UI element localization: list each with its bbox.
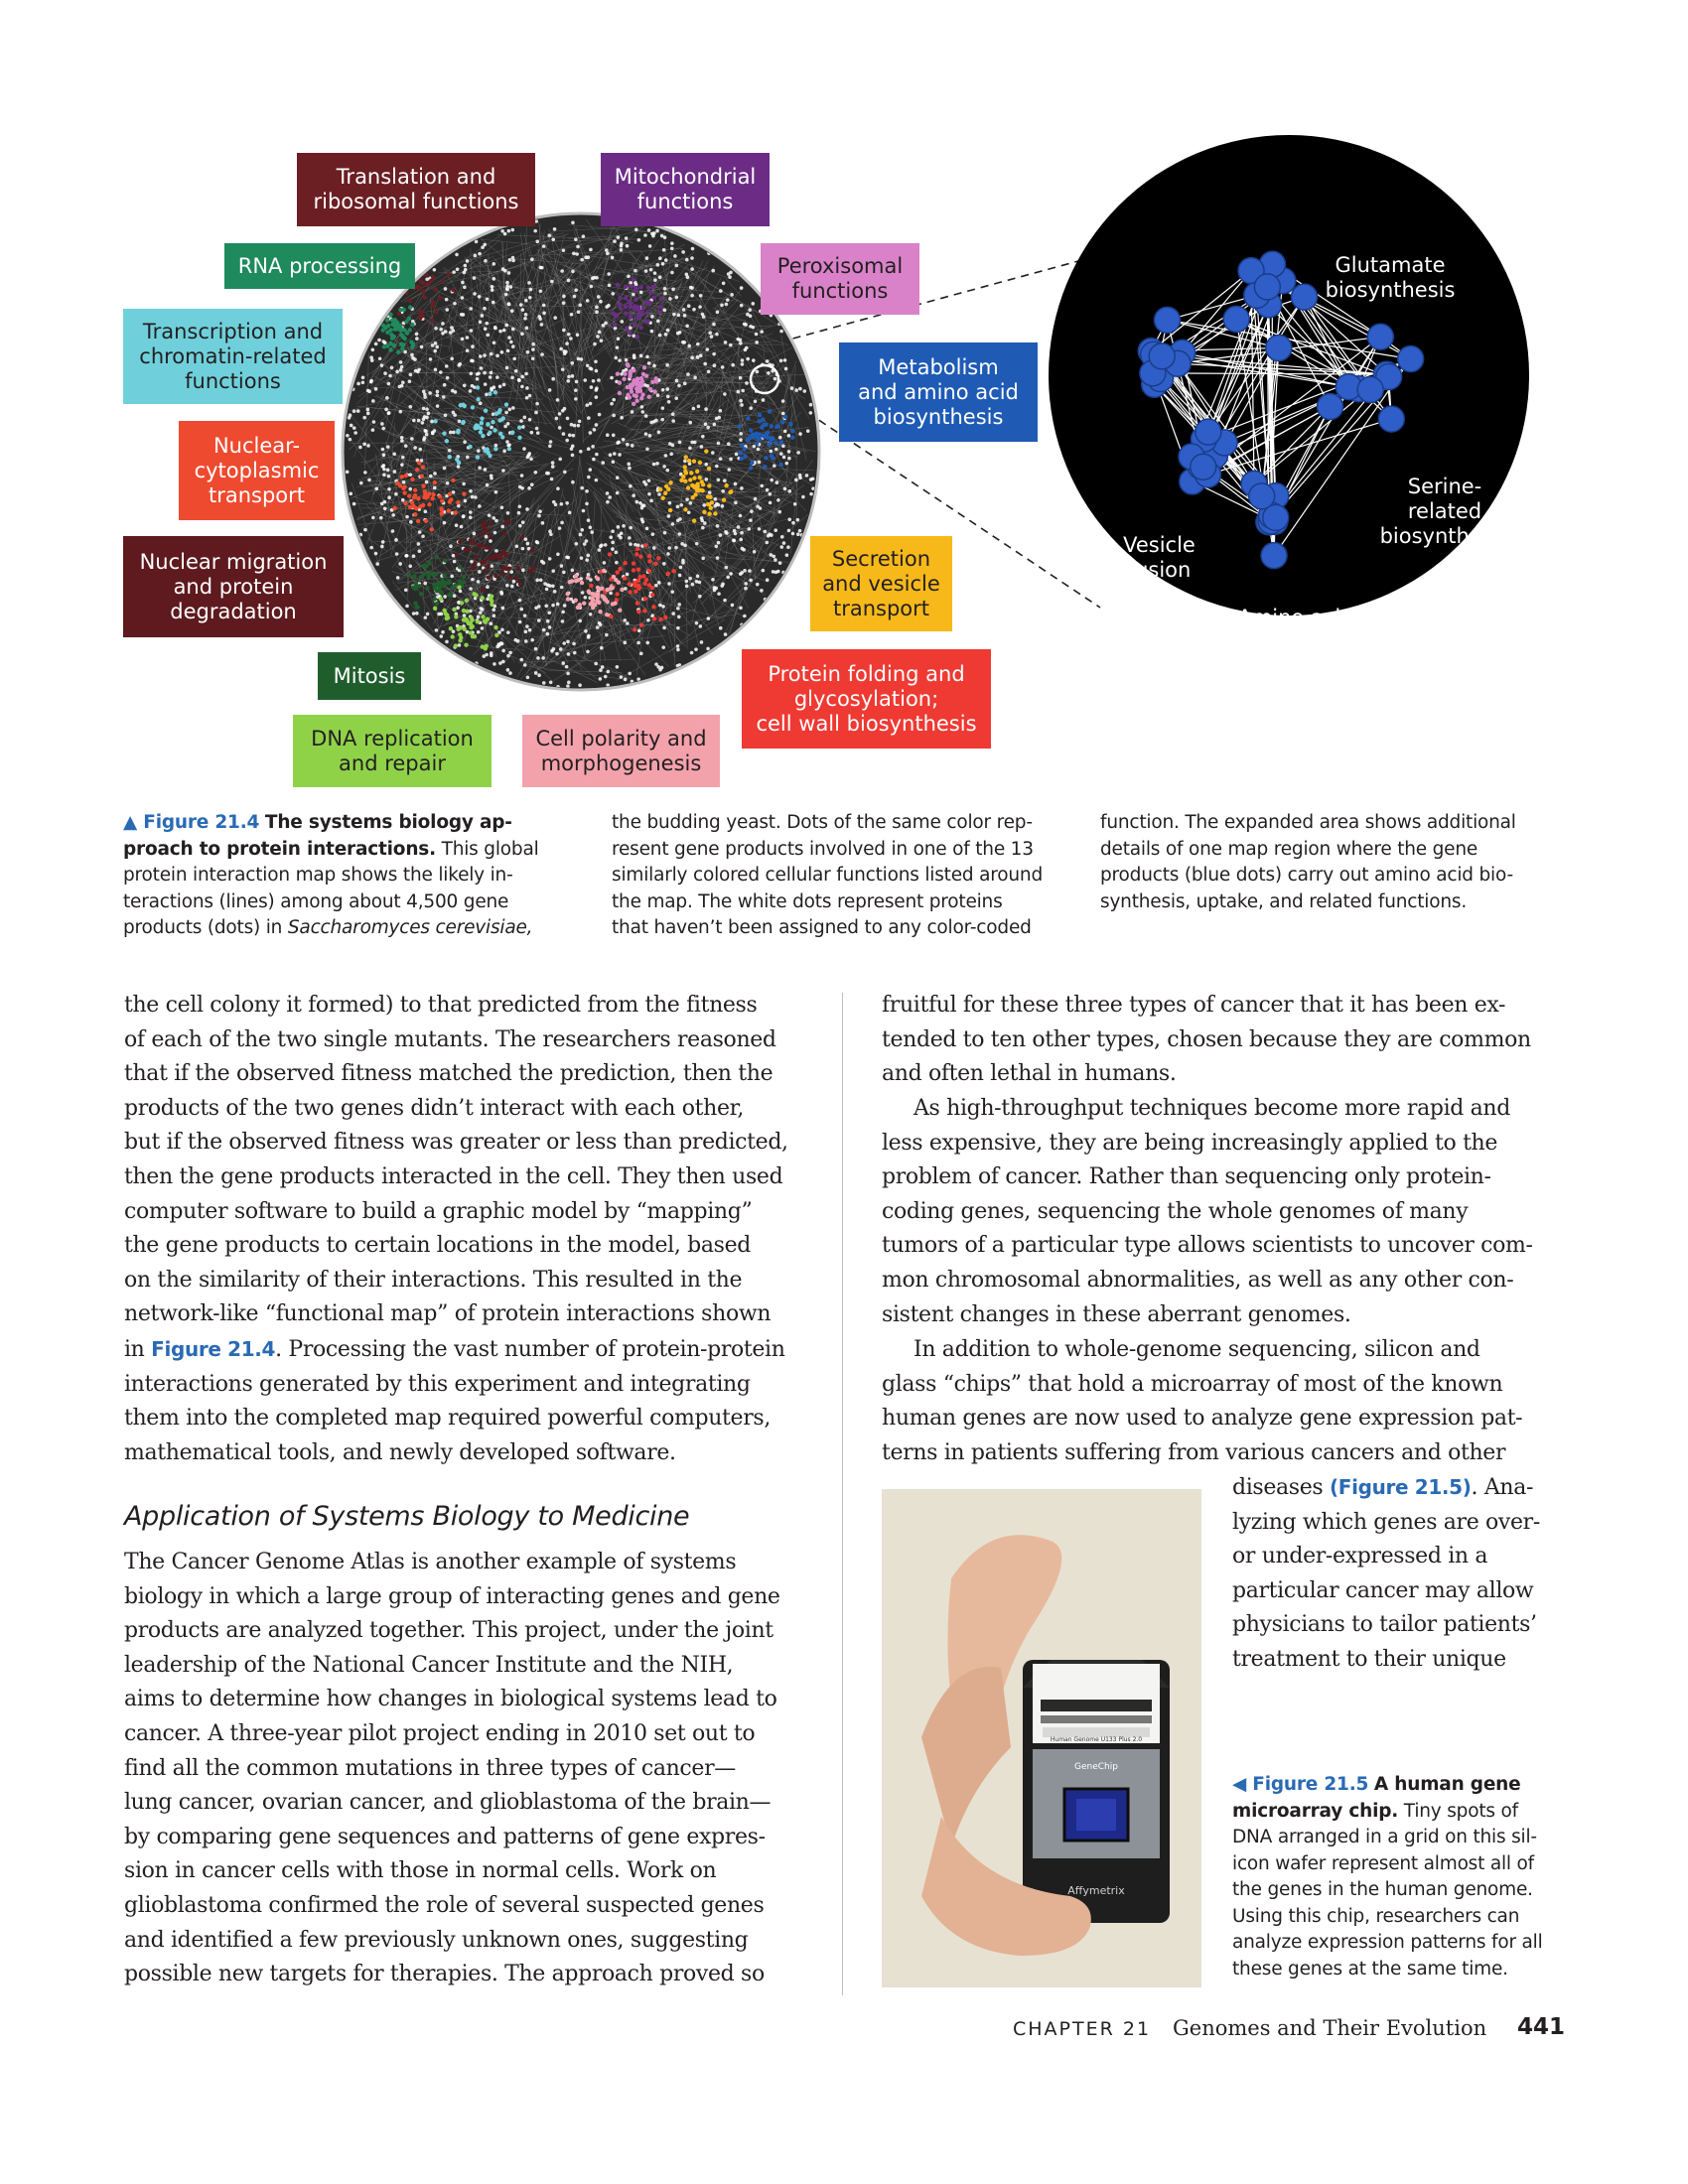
chip-logo-text: GeneChip <box>1074 1762 1118 1772</box>
label-peroxisomal: Peroxisomal functions <box>761 243 919 315</box>
figure-21-4-caption-text: This global protein interaction map shows the likely in- teractions (lines) among about 4,500 gene products (dots) in <box>123 838 539 938</box>
label-nuclear-migration: Nuclear migration and protein degradation <box>123 536 344 637</box>
footer-title: Genomes and Their Evolution <box>1173 2016 1487 2040</box>
zoom-label-serine: Serine- related biosynthesis <box>1379 475 1510 548</box>
label-secretion: Secretion and vesicle transport <box>810 536 952 631</box>
right-column-paragraph-1: fruitful for these three types of cancer that it has been ex- tended to ten other types, chosen because they are common and often lethal in humans. <box>882 993 1531 1087</box>
left-p1-text-a: the cell colony it formed) to that predicted from the fitness of each of the two single mutants. The researchers reasoned that if the observed fitness matched the prediction, then the products of the two genes didn’t interact with each other, but if the observed fitness was greater or less than predicted, then the gene products interacted in the cell. They then used computer software to build a graphic model by “mapping” the gene products to certain locations in the model, based on the similarity of their interactions. This resulted in the network-like “functional map” of protein interactions shown in <box>124 993 788 1362</box>
left-p1-text-b: . Processing the vast number of protein-protein interactions generated by this experiment and integrating them into the completed map required powerful computers, mathematical tools, and newly developed software. <box>124 1336 785 1465</box>
chip-photo-illustration <box>882 1489 1201 1987</box>
footer-chapter: CHAPTER 21 <box>1013 2018 1152 2040</box>
zoom-label-amino-acid: Amino acid permease pathway <box>1196 606 1396 654</box>
label-protein-folding: Protein folding and glycosylation; cell wall biosynthesis <box>742 649 991 749</box>
label-cell-polarity: Cell polarity and morphogenesis <box>522 715 720 787</box>
left-column-paragraph-1 <box>124 989 819 1470</box>
right-column-paragraph-2: As high-throughput techniques become more rapid and less expensive, they are being increasingly applied to the problem of cancer. Rather than sequencing only protein- coding genes, sequencing the whole genomes of many tumors of a particular type allows scientists to uncover com- mon chromosomal abnormalities, as well as any other con- sistent changes in these aberrant genomes. <box>882 1096 1533 1327</box>
figure-21-5-lead: ◀ Figure 21.5 <box>1232 1774 1369 1795</box>
zoom-label-glutamate: Glutamate biosynthesis <box>1325 253 1456 302</box>
species-name: Saccharomyces cerevisiae, <box>287 917 533 938</box>
figure-21-5-title: A human gene microarray chip. <box>1232 1774 1521 1822</box>
wrap-text-a: diseases <box>1232 1475 1330 1500</box>
page-number: 441 <box>1517 2014 1566 2040</box>
figure-21-4-caption-col1 <box>123 810 565 942</box>
figure-21-4-lead: ▲ Figure 21.4 <box>123 812 260 833</box>
label-translation: Translation and ribosomal functions <box>297 153 535 226</box>
figure-21-5-reference[interactable]: (Figure 21.5) <box>1330 1475 1472 1499</box>
label-mitochondrial: Mitochondrial functions <box>601 153 770 226</box>
figure-21-5-caption <box>1232 1772 1570 1982</box>
figure-21-4-caption-col2: the budding yeast. Dots of the same color rep- resent gene products involved in one of the 13 similarly colored cellular functions listed around the map. The white dots represent proteins that haven’t been assigned to any color-coded <box>612 812 1043 938</box>
label-metabolism: Metabolism and amino acid biosynthesis <box>839 342 1038 442</box>
label-dna-replication: DNA replication and repair <box>293 715 492 787</box>
label-mitosis: Mitosis <box>318 652 421 700</box>
label-rna-processing: RNA processing <box>224 243 415 289</box>
section-heading: Application of Systems Biology to Medicine <box>124 1501 690 1532</box>
figure-21-4-caption-col3: function. The expanded area shows additional details of one map region where the gene products (blue dots) carry out amino acid bio- synthesis, uptake, and related functions. <box>1100 812 1516 912</box>
figure-21-4-reference[interactable]: Figure 21.4 <box>151 1336 276 1361</box>
chip-brand-text: Affymetrix <box>1067 1884 1125 1897</box>
chip-product-text: Human Genome U133 Plus 2.0 <box>1050 1736 1143 1743</box>
figure-21-5-text: Tiny spots of DNA arranged in a grid on this sil- icon wafer represent almost all of the genes in the human genome. Using this chip, researchers can analyze expression patterns for all these genes at the same time. <box>1232 1800 1543 1979</box>
zoom-label-vesicle: Vesicle fusion <box>1123 533 1196 582</box>
right-column-wrap-text <box>1232 1470 1590 1678</box>
figure-21-4 <box>0 0 1688 794</box>
left-column-paragraph-2: The Cancer Genome Atlas is another example of systems biology in which a large group of interacting genes and gene products are analyzed together. This project, under the joint leadership of the National Cancer Institute and the NIH, aims to determine how changes in biological systems lead to cancer. A three-year pilot project ending in 2010 set out to find all the common mutations in three types of cancer— lung cancer, ovarian cancer, and glioblastoma of the brain— by comparing gene sequences and patterns of gene expres- sion in cancer cells with those in normal cells. Work on glioblastoma confirmed the role of several suspected genes and identified a few previously unknown ones, suggesting possible new targets for therapies. The approach proved so <box>124 1550 780 1987</box>
label-nuclear-cytoplasmic: Nuclear- cytoplasmic transport <box>179 421 335 520</box>
wrap-text-b: . Ana- lyzing which genes are over- or under-expressed in a particular cancer may allow physicians to tailor patients’ treatment to their unique <box>1232 1475 1540 1672</box>
column-divider <box>842 993 843 1995</box>
figure-21-4-title: The systems biology ap- proach to protein interactions. <box>123 812 512 860</box>
microarray-chip-photo <box>882 1489 1201 1987</box>
label-transcription: Transcription and chromatin-related functions <box>123 309 343 404</box>
right-column-paragraph-3: In addition to whole-genome sequencing, silicon and glass “chips” that hold a microarray of most of the known human genes are now used to analyze gene expression pat- terns in patients suffering from various cancers and other <box>882 1337 1523 1465</box>
